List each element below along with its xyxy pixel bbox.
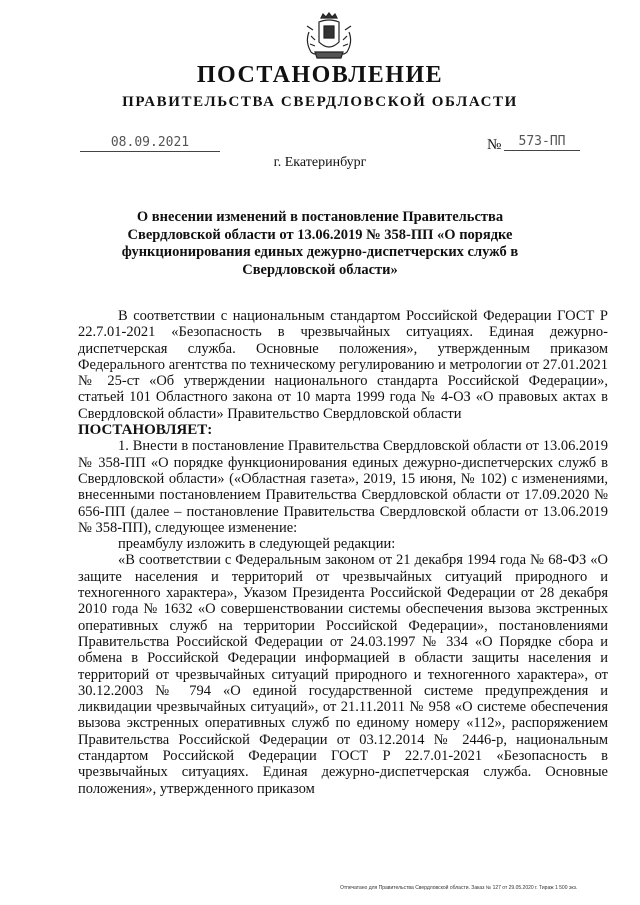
- clause-1-paragraph: 1. Внести в постановление Правительства Свердловской области от 13.06.2019 № 358-ПП «О порядке функционирования единых дежурно-диспетчерских служб в Свердловской области» («Областная газета», 2019, 15 июня, № 102) с изменениями, внесенными постановлением Правительства Свердловской области от 17.09.2020 № 656-ПП (далее – постановление Правительства Свердловской области от 13.06.2019 № 358-ПП), следующее изменение:: [78, 438, 608, 536]
- instruction-paragraph: преамбулу изложить в следующей редакции:: [118, 536, 396, 553]
- document-date: 08.09.2021: [80, 135, 220, 152]
- document-number: 573-ПП: [504, 134, 580, 151]
- document-body: [78, 308, 608, 797]
- document-city: г. Екатеринбург: [273, 155, 367, 170]
- document-heading: О внесении изменений в постановление Правительства Свердловской области от 13.06.2019 № 358-ПП «О порядке функционирования единых дежурно-диспетчерских служб в Свердловской области»: [121, 209, 519, 278]
- document-subtitle: ПРАВИТЕЛЬСТВА СВЕРДЛОВСКОЙ ОБЛАСТИ: [122, 94, 518, 110]
- print-footer: Отпечатано для Правительства Свердловской области. Заказ № 127 от 29.05.2020 г. Тираж 1 500 экз.: [340, 885, 578, 891]
- preamble-paragraph: В соответствии с национальным стандартом Российской Федерации ГОСТ Р 22.7.01-2021 «Безопасность в чрезвычайных ситуациях. Единая дежурно-диспетчерская служба. Основные положения», утвержденным приказом Федерального агентства по техническому регулированию и метрологии от 27.01.2021 № 25-ст «Об утверждении национального стандарта Российской Федерации», статьей 101 Областного закона от 10 марта 1999 года № 4-ОЗ «О правовых актах в Свердловской области» Правительство Свердловской области: [78, 308, 608, 422]
- document-title: ПОСТАНОВЛЕНИЕ: [196, 62, 444, 88]
- quoted-preamble-paragraph: «В соответствии с Федеральным законом от 21 декабря 1994 года № 68-ФЗ «О защите населения и территорий от чрезвычайных ситуаций природного и техногенного характера», Указом Президента Российской Федерации от 28 декабря 2010 года № 1632 «О совершенствовании системы обеспечения вызова экстренных оперативных служб на территории Российской Федерации», постановлениями Правительства Российской Федерации от 24.03.1997 № 334 «О Порядке сбора и обмена в Российской Федерации информацией в области защиты населения и территорий от чрезвычайных ситуаций природного и техногенного характера», от 30.12.2003 № 794 «О единой государственной системе предупреждения и ликвидации чрезвычайных ситуаций», от 21.11.2011 № 958 «О системе обеспечения вызова экстренных оперативных служб по единому номеру «112», распоряжением Правительства Российской Федерации от 03.12.2014 № 2446-р, национальным стандартом Российской Федерации ГОСТ Р 22.7.01-2021 «Безопасность в чрезвычайных ситуациях. Единая дежурно-диспетчерская служба. Основные положения», утвержденного приказом: [78, 552, 608, 797]
- number-sign: №: [487, 137, 502, 153]
- decree-label: ПОСТАНОВЛЯЕТ:: [78, 422, 213, 439]
- coat-of-arms-icon: [301, 12, 357, 62]
